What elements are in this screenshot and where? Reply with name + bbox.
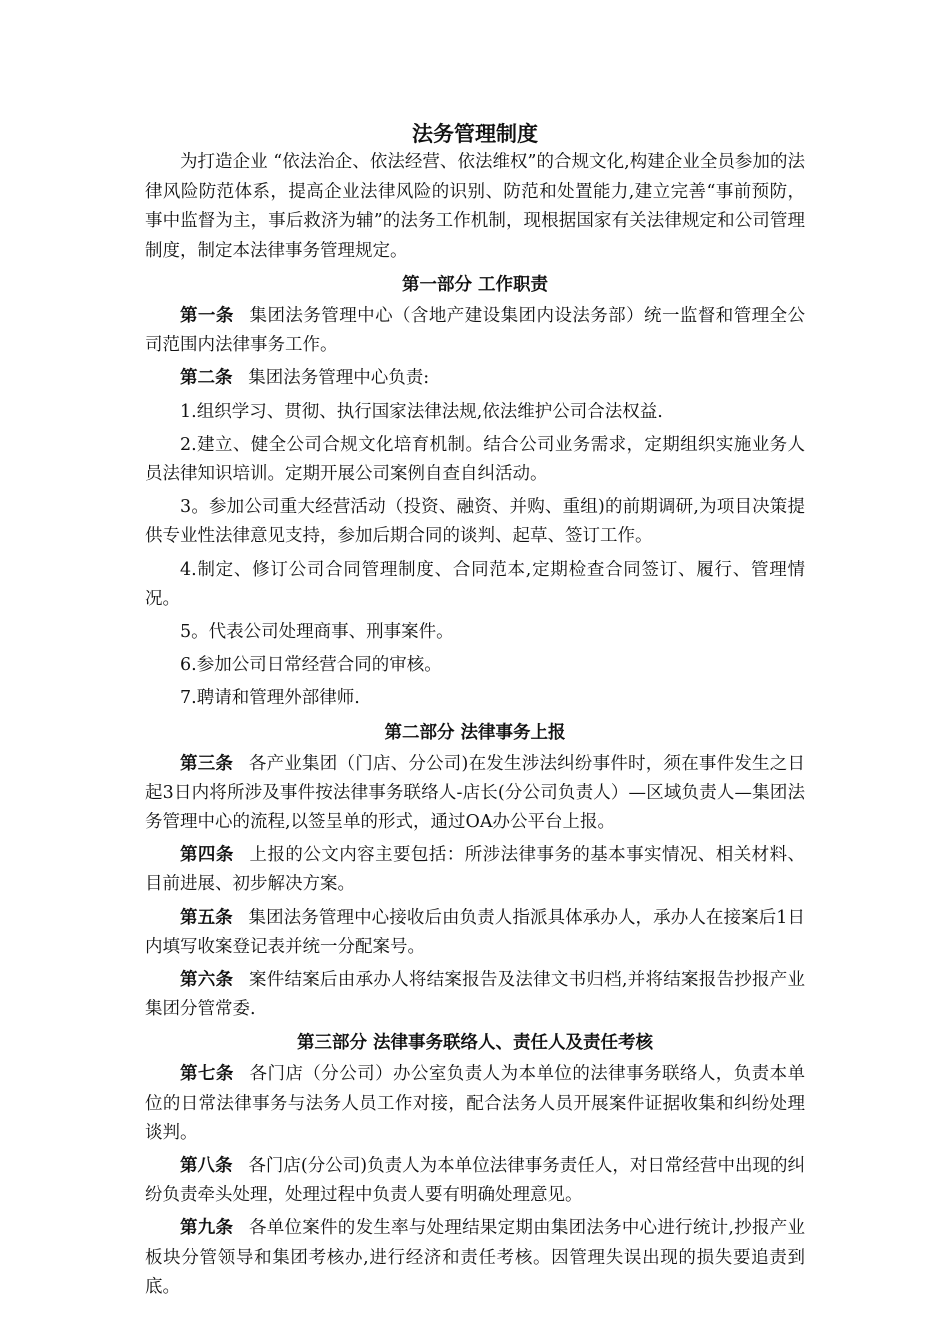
article-6-text: 案件结案后由承办人将结案报告及法律文书归档,并将结案报告抄报产业集团分管常委. bbox=[145, 970, 806, 1020]
article-9 bbox=[145, 1214, 805, 1302]
article-8-label: 第八条 bbox=[180, 1156, 233, 1177]
duty-item-2: 2.建立、健全公司合规文化培育机制。结合公司业务需求，定期组织实施业务人员法律知识培训。定期开展公司案例自查自纠活动。 bbox=[145, 434, 805, 485]
article-8-text: 各门店(分公司)负责人为本单位法律事务责任人，对日常经营中出现的纠纷负责牵头处理，处理过程中负责人要有明确处理意见。 bbox=[145, 1156, 806, 1206]
article-4-label: 第四条 bbox=[180, 845, 234, 866]
article-8 bbox=[145, 1152, 805, 1210]
article-4-text: 上报的公文内容主要包括：所涉法律事务的基本事实情况、相关材料、目前进展、初步解决方案。 bbox=[145, 845, 805, 895]
article-9-label: 第九条 bbox=[180, 1218, 234, 1239]
article-2-text: 集团法务管理中心负责: bbox=[248, 368, 430, 389]
article-3 bbox=[145, 750, 805, 838]
article-4 bbox=[145, 841, 805, 899]
article-5-text: 集团法务管理中心接收后由负责人指派具体承办人，承办人在接案后1日内填写收案登记表并统一分配案号。 bbox=[145, 907, 805, 957]
section-2-heading: 第二部分 法律事务上报 bbox=[384, 722, 566, 743]
article-5 bbox=[145, 904, 805, 962]
article-6-label: 第六条 bbox=[180, 970, 234, 991]
duty-item-3: 3。参加公司重大经营活动（投资、融资、并购、重组)的前期调研,为项目决策提供专业性法律意见支持，参加后期合同的谈判、起草、签订工作。 bbox=[145, 497, 805, 547]
article-1-text: 集团法务管理中心（含地产建设集团内设法务部）统一监督和管理全公司范围内法律事务工作。 bbox=[145, 306, 805, 356]
article-1 bbox=[145, 302, 805, 360]
article-9-text: 各单位案件的发生率与处理结果定期由集团法务中心进行统计,抄报产业板块分管领导和集团考核办,进行经济和责任考核。因管理失误出现的损失要追责到底。 bbox=[145, 1218, 806, 1297]
article-2-label: 第二条 bbox=[180, 368, 233, 389]
section-3-heading: 第三部分 法律事务联络人、责任人及责任考核 bbox=[296, 1033, 654, 1054]
duty-item-5: 5。代表公司处理商事、刑事案件。 bbox=[180, 622, 454, 643]
duty-item-4: 4.制定、修订公司合同管理制度、合同范本,定期检查合同签订、履行、管理情况。 bbox=[145, 559, 805, 609]
article-7-label: 第七条 bbox=[180, 1064, 234, 1085]
article-1-label: 第一条 bbox=[180, 306, 234, 326]
article-7-text: 各门店（分公司）办公室负责人为本单位的法律事务联络人，负责本单位的日常法律事务与法务人员工作对接，配合法务人员开展案件证据收集和纠纷处理谈判。 bbox=[145, 1064, 805, 1143]
article-6 bbox=[145, 966, 805, 1024]
article-3-label: 第三条 bbox=[180, 753, 234, 774]
intro-paragraph: 为打造企业 “依法治企、依法经营、依法维权”的合规文化,构建企业全员参加的法律风险防范体系，提高企业法律风险的识别、防范和处置能力,建立完善“事前预防，事中监督为主，事后救济为辅”的法务工作机制，现根据国家有关法律规定和公司管理制度，制定本法律事务管理规定。 bbox=[145, 152, 805, 261]
article-7 bbox=[145, 1060, 805, 1148]
article-5-label: 第五条 bbox=[180, 907, 233, 928]
article-2 bbox=[145, 364, 805, 393]
duty-item-1: 1.组织学习、贯彻、执行国家法律法规,依法维护公司合法权益. bbox=[180, 401, 663, 422]
duty-item-6: 6.参加公司日常经营合同的审核。 bbox=[180, 655, 442, 676]
article-3-text: 各产业集团（门店、分公司)在发生涉法纠纷事件时，须在事件发生之日起3日内将所涉及事件按法律事务联络人-店长(分公司负责人）—区域负责人—集团法务管理中心的流程,以签呈单的形式，通过OA办公平台上报。 bbox=[145, 753, 805, 833]
document-title: 法务管理制度 bbox=[412, 122, 538, 146]
section-1-heading: 第一部分 工作职责 bbox=[401, 275, 549, 295]
duty-item-7: 7.聘请和管理外部律师. bbox=[180, 688, 360, 709]
